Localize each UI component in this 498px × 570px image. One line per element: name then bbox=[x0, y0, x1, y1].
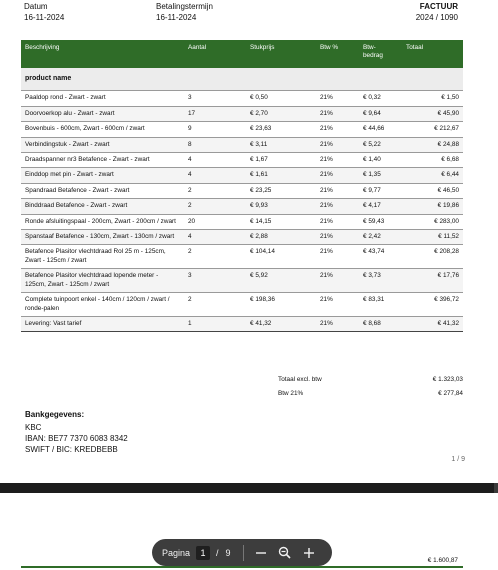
row-total: € 11,52 bbox=[402, 230, 463, 245]
row-quantity: 2 bbox=[184, 293, 246, 317]
table-row bbox=[21, 199, 463, 214]
row-unit-price: € 23,63 bbox=[246, 122, 316, 137]
row-total: € 1,50 bbox=[402, 91, 463, 106]
row-description: Spanstaaf Betafence - 130cm, Zwart - 130cm / zwart bbox=[21, 230, 184, 245]
plus-icon bbox=[303, 547, 315, 559]
row-unit-price: € 1,61 bbox=[246, 168, 316, 183]
row-vat-percent: 21% bbox=[316, 199, 359, 214]
row-quantity: 2 bbox=[184, 183, 246, 198]
table-row bbox=[21, 245, 463, 269]
row-total: € 41,32 bbox=[402, 316, 463, 331]
row-unit-price: € 3,11 bbox=[246, 137, 316, 152]
row-vat-percent: 21% bbox=[316, 153, 359, 168]
row-description: Doorvoerkop alu - Zwart - zwart bbox=[21, 106, 184, 121]
column-header-description: Beschrijving bbox=[21, 40, 184, 68]
row-quantity: 9 bbox=[184, 122, 246, 137]
magnifier-icon bbox=[278, 546, 291, 559]
row-quantity: 4 bbox=[184, 230, 246, 245]
table-row bbox=[21, 153, 463, 168]
row-vat-percent: 21% bbox=[316, 230, 359, 245]
page2-total-value: € 1.600,87 bbox=[427, 557, 458, 564]
page-number-input[interactable]: 1 bbox=[196, 546, 210, 560]
row-quantity: 4 bbox=[184, 168, 246, 183]
row-quantity: 8 bbox=[184, 137, 246, 152]
zoom-in-button[interactable] bbox=[302, 546, 316, 560]
row-unit-price: € 0,50 bbox=[246, 91, 316, 106]
row-total: € 212,67 bbox=[402, 122, 463, 137]
row-unit-price: € 2,70 bbox=[246, 106, 316, 121]
row-total: € 283,00 bbox=[402, 214, 463, 229]
row-description: Draadspanner nr3 Betafence - Zwart - zwart bbox=[21, 153, 184, 168]
payment-term-block bbox=[156, 1, 213, 23]
row-total: € 6,44 bbox=[402, 168, 463, 183]
minus-icon bbox=[255, 547, 267, 559]
row-vat-amount: € 9,77 bbox=[359, 183, 402, 198]
zoom-out-button[interactable] bbox=[254, 546, 268, 560]
totals-vat-row bbox=[278, 390, 463, 402]
page-indicator: 1 / 9 bbox=[451, 456, 465, 463]
zoom-fit-button[interactable] bbox=[278, 546, 292, 560]
row-description: Verbindingstuk - Zwart - zwart bbox=[21, 137, 184, 152]
pdf-toolbar bbox=[152, 539, 332, 566]
row-vat-amount: € 83,31 bbox=[359, 293, 402, 317]
row-description: Paaldop rond - Zwart - zwart bbox=[21, 91, 184, 106]
row-description: Ronde afsluitingspaal - 200cm, Zwart - 200cm / zwart bbox=[21, 214, 184, 229]
scrollbar-track[interactable] bbox=[494, 483, 498, 493]
row-vat-percent: 21% bbox=[316, 269, 359, 293]
column-header-quantity: Aantal bbox=[184, 40, 246, 68]
row-vat-percent: 21% bbox=[316, 122, 359, 137]
page-separator-slash: / bbox=[216, 547, 219, 558]
row-unit-price: € 1,67 bbox=[246, 153, 316, 168]
row-unit-price: € 14,15 bbox=[246, 214, 316, 229]
row-quantity: 3 bbox=[184, 269, 246, 293]
date-label: Datum bbox=[24, 2, 48, 11]
row-vat-amount: € 4,17 bbox=[359, 199, 402, 214]
row-quantity: 1 bbox=[184, 316, 246, 331]
row-vat-amount: € 0,32 bbox=[359, 91, 402, 106]
row-vat-amount: € 1,35 bbox=[359, 168, 402, 183]
row-vat-amount: € 43,74 bbox=[359, 245, 402, 269]
row-quantity: 3 bbox=[184, 91, 246, 106]
page2-green-rule bbox=[21, 566, 463, 568]
total-pages: 9 bbox=[225, 547, 231, 558]
section-title: product name bbox=[21, 68, 463, 91]
row-vat-percent: 21% bbox=[316, 168, 359, 183]
row-vat-percent: 21% bbox=[316, 106, 359, 121]
payment-term-value: 16-11-2024 bbox=[156, 13, 197, 22]
bank-name: KBC bbox=[25, 423, 42, 432]
row-unit-price: € 104,14 bbox=[246, 245, 316, 269]
table-row bbox=[21, 293, 463, 317]
row-description: Spandraad Betafence - Zwart - zwart bbox=[21, 183, 184, 198]
invoice-table bbox=[21, 40, 463, 332]
payment-term-label: Betalingstermijn bbox=[156, 2, 213, 11]
totals-excl-value: € 1.323,03 bbox=[432, 376, 463, 383]
row-vat-percent: 21% bbox=[316, 183, 359, 198]
row-vat-percent: 21% bbox=[316, 214, 359, 229]
row-unit-price: € 2,88 bbox=[246, 230, 316, 245]
table-row bbox=[21, 230, 463, 245]
row-total: € 396,72 bbox=[402, 293, 463, 317]
table-row bbox=[21, 106, 463, 121]
row-vat-percent: 21% bbox=[316, 91, 359, 106]
row-total: € 17,76 bbox=[402, 269, 463, 293]
bank-swift: SWIFT / BIC: KREDBEBB bbox=[25, 445, 118, 454]
row-vat-amount: € 44,66 bbox=[359, 122, 402, 137]
row-vat-percent: 21% bbox=[316, 316, 359, 331]
row-vat-percent: 21% bbox=[316, 137, 359, 152]
document-number: 2024 / 1090 bbox=[415, 13, 458, 22]
row-total: € 45,90 bbox=[402, 106, 463, 121]
row-vat-percent: 21% bbox=[316, 245, 359, 269]
row-description: Einddop met pin - Zwart - zwart bbox=[21, 168, 184, 183]
row-total: € 24,88 bbox=[402, 137, 463, 152]
table-row bbox=[21, 168, 463, 183]
section-row bbox=[21, 68, 463, 91]
column-header-vat-amount: Btw- bedrag bbox=[359, 40, 402, 68]
row-vat-amount: € 3,73 bbox=[359, 269, 402, 293]
table-row bbox=[21, 183, 463, 198]
row-total: € 6,68 bbox=[402, 153, 463, 168]
row-description: Bovenbuis - 600cm, Zwart - 600cm / zwart bbox=[21, 122, 184, 137]
table-header-row bbox=[21, 40, 463, 68]
totals-vat-label: Btw 21% bbox=[278, 390, 304, 397]
row-quantity: 20 bbox=[184, 214, 246, 229]
row-quantity: 4 bbox=[184, 153, 246, 168]
row-vat-amount: € 1,40 bbox=[359, 153, 402, 168]
totals-excl-row bbox=[278, 376, 463, 388]
document-type: FACTUUR bbox=[419, 2, 458, 11]
bank-iban: IBAN: BE77 7370 6083 8342 bbox=[25, 434, 128, 443]
totals-excl-label: Totaal excl. btw bbox=[278, 376, 322, 383]
row-unit-price: € 23,25 bbox=[246, 183, 316, 198]
row-quantity: 2 bbox=[184, 245, 246, 269]
column-header-total: Totaal bbox=[402, 40, 463, 68]
table-row bbox=[21, 214, 463, 229]
totals-vat-value: € 277,84 bbox=[438, 390, 463, 397]
row-total: € 19,86 bbox=[402, 199, 463, 214]
toolbar-divider bbox=[243, 545, 244, 561]
bank-details bbox=[25, 409, 128, 455]
row-vat-amount: € 9,64 bbox=[359, 106, 402, 121]
document-title-block bbox=[416, 1, 458, 23]
page-separator bbox=[0, 483, 498, 493]
row-quantity: 17 bbox=[184, 106, 246, 121]
table-row bbox=[21, 122, 463, 137]
row-unit-price: € 9,93 bbox=[246, 199, 316, 214]
table-row bbox=[21, 316, 463, 331]
row-vat-percent: 21% bbox=[316, 293, 359, 317]
row-vat-amount: € 5,22 bbox=[359, 137, 402, 152]
row-unit-price: € 41,32 bbox=[246, 316, 316, 331]
column-header-unit-price: Stukprijs bbox=[246, 40, 316, 68]
row-total: € 208,28 bbox=[402, 245, 463, 269]
row-description: Betafence Plasitor vlechtdraad lopende meter - 125cm, Zwart - 125cm / zwart bbox=[21, 269, 184, 293]
table-row bbox=[21, 91, 463, 106]
row-vat-amount: € 59,43 bbox=[359, 214, 402, 229]
page-label: Pagina bbox=[162, 547, 191, 558]
table-row bbox=[21, 137, 463, 152]
row-vat-amount: € 8,68 bbox=[359, 316, 402, 331]
column-header-vat-percent: Btw % bbox=[316, 40, 359, 68]
row-vat-amount: € 2,42 bbox=[359, 230, 402, 245]
date-block bbox=[24, 1, 64, 23]
date-value: 16-11-2024 bbox=[24, 13, 65, 22]
row-total: € 46,50 bbox=[402, 183, 463, 198]
bank-title: Bankgegevens: bbox=[25, 410, 85, 419]
table-row bbox=[21, 269, 463, 293]
row-description: Levering: Vast tarief bbox=[21, 316, 184, 331]
row-description: Betafence Plasitor vlechtdraad Rol 25 m - 125cm, Zwart - 125cm / zwart bbox=[21, 245, 184, 269]
row-description: Complete tuinpoort enkel - 140cm / 120cm / zwart / ronde-palen bbox=[21, 293, 184, 317]
row-quantity: 2 bbox=[184, 199, 246, 214]
row-unit-price: € 198,36 bbox=[246, 293, 316, 317]
row-description: Binddraad Betafence - Zwart - zwart bbox=[21, 199, 184, 214]
row-unit-price: € 5,92 bbox=[246, 269, 316, 293]
